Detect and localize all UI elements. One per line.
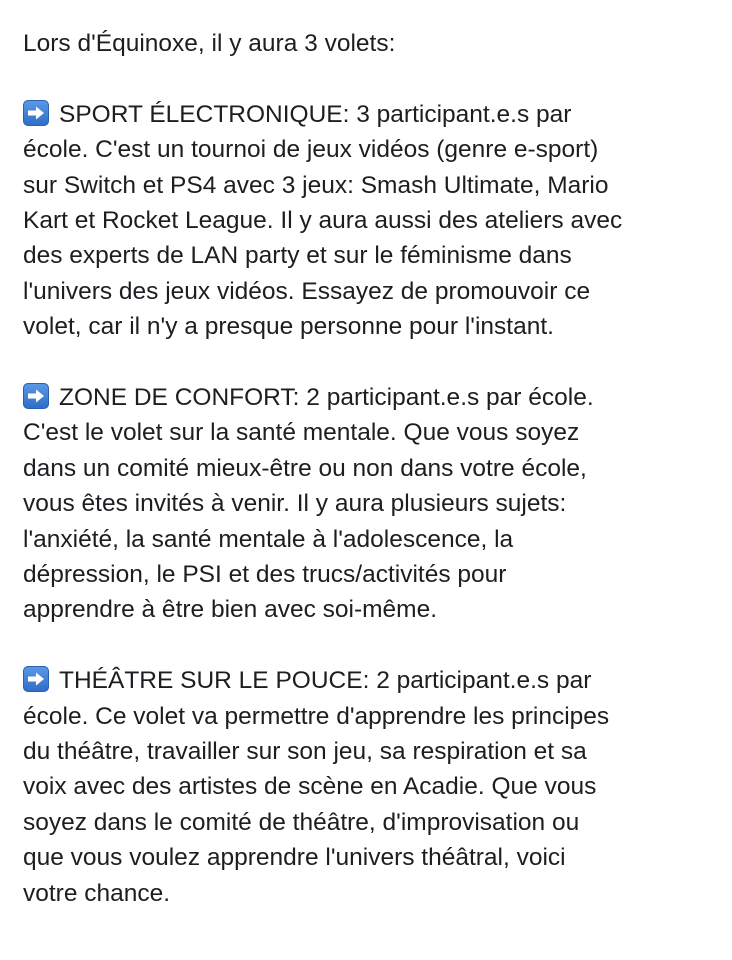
section-line: dépression, le PSI et des trucs/activités pour bbox=[23, 561, 507, 589]
right-arrow-icon bbox=[23, 666, 49, 692]
section-line: voix avec des artistes de scène en Acadie. Que vous bbox=[23, 773, 597, 801]
section-line: C'est le volet sur la santé mentale. Que vous soyez bbox=[23, 419, 580, 447]
section-line: des experts de LAN party et sur le féminisme dans bbox=[23, 242, 572, 270]
section-line: apprendre à être bien avec soi-même. bbox=[23, 596, 437, 624]
section-zone-de-confort bbox=[23, 380, 723, 628]
right-arrow-icon bbox=[23, 100, 49, 126]
section-line: école. Ce volet va permettre d'apprendre les principes bbox=[23, 702, 610, 730]
section-sport-electronique bbox=[23, 97, 723, 345]
section-line: dans un comité mieux-être ou non dans votre école, bbox=[23, 454, 587, 482]
right-arrow-icon bbox=[23, 383, 49, 409]
section-line: que vous voulez apprendre l'univers théâtral, voici bbox=[23, 844, 566, 872]
section-line: l'anxiété, la santé mentale à l'adolescence, la bbox=[23, 525, 514, 553]
section-line: votre chance. bbox=[23, 879, 171, 907]
post-intro: Lors d'Équinoxe, il y aura 3 volets: bbox=[23, 30, 396, 57]
section-line: sur Switch et PS4 avec 3 jeux: Smash Ultimate, Mario bbox=[23, 171, 609, 199]
section-theatre-sur-le-pouce bbox=[23, 663, 723, 911]
section-line: Kart et Rocket League. Il y aura aussi des ateliers avec bbox=[23, 207, 623, 235]
section-line: vous êtes invités à venir. Il y aura plusieurs sujets: bbox=[23, 490, 567, 518]
section-line: volet, car il n'y a presque personne pour l'instant. bbox=[23, 313, 554, 341]
section-line: THÉÂTRE SUR LE POUCE: 2 participant.e.s par bbox=[23, 663, 723, 698]
section-line: du théâtre, travailler sur son jeu, sa respiration et sa bbox=[23, 738, 587, 766]
section-line: l'univers des jeux vidéos. Essayez de promouvoir ce bbox=[23, 277, 591, 305]
section-line: ZONE DE CONFORT: 2 participant.e.s par école. bbox=[23, 380, 723, 415]
section-line: école. C'est un tournoi de jeux vidéos (genre e-sport) bbox=[23, 136, 599, 164]
section-line: soyez dans le comité de théâtre, d'improvisation ou bbox=[23, 808, 580, 836]
post-body bbox=[23, 26, 723, 911]
section-line: SPORT ÉLECTRONIQUE: 3 participant.e.s par bbox=[23, 97, 723, 132]
